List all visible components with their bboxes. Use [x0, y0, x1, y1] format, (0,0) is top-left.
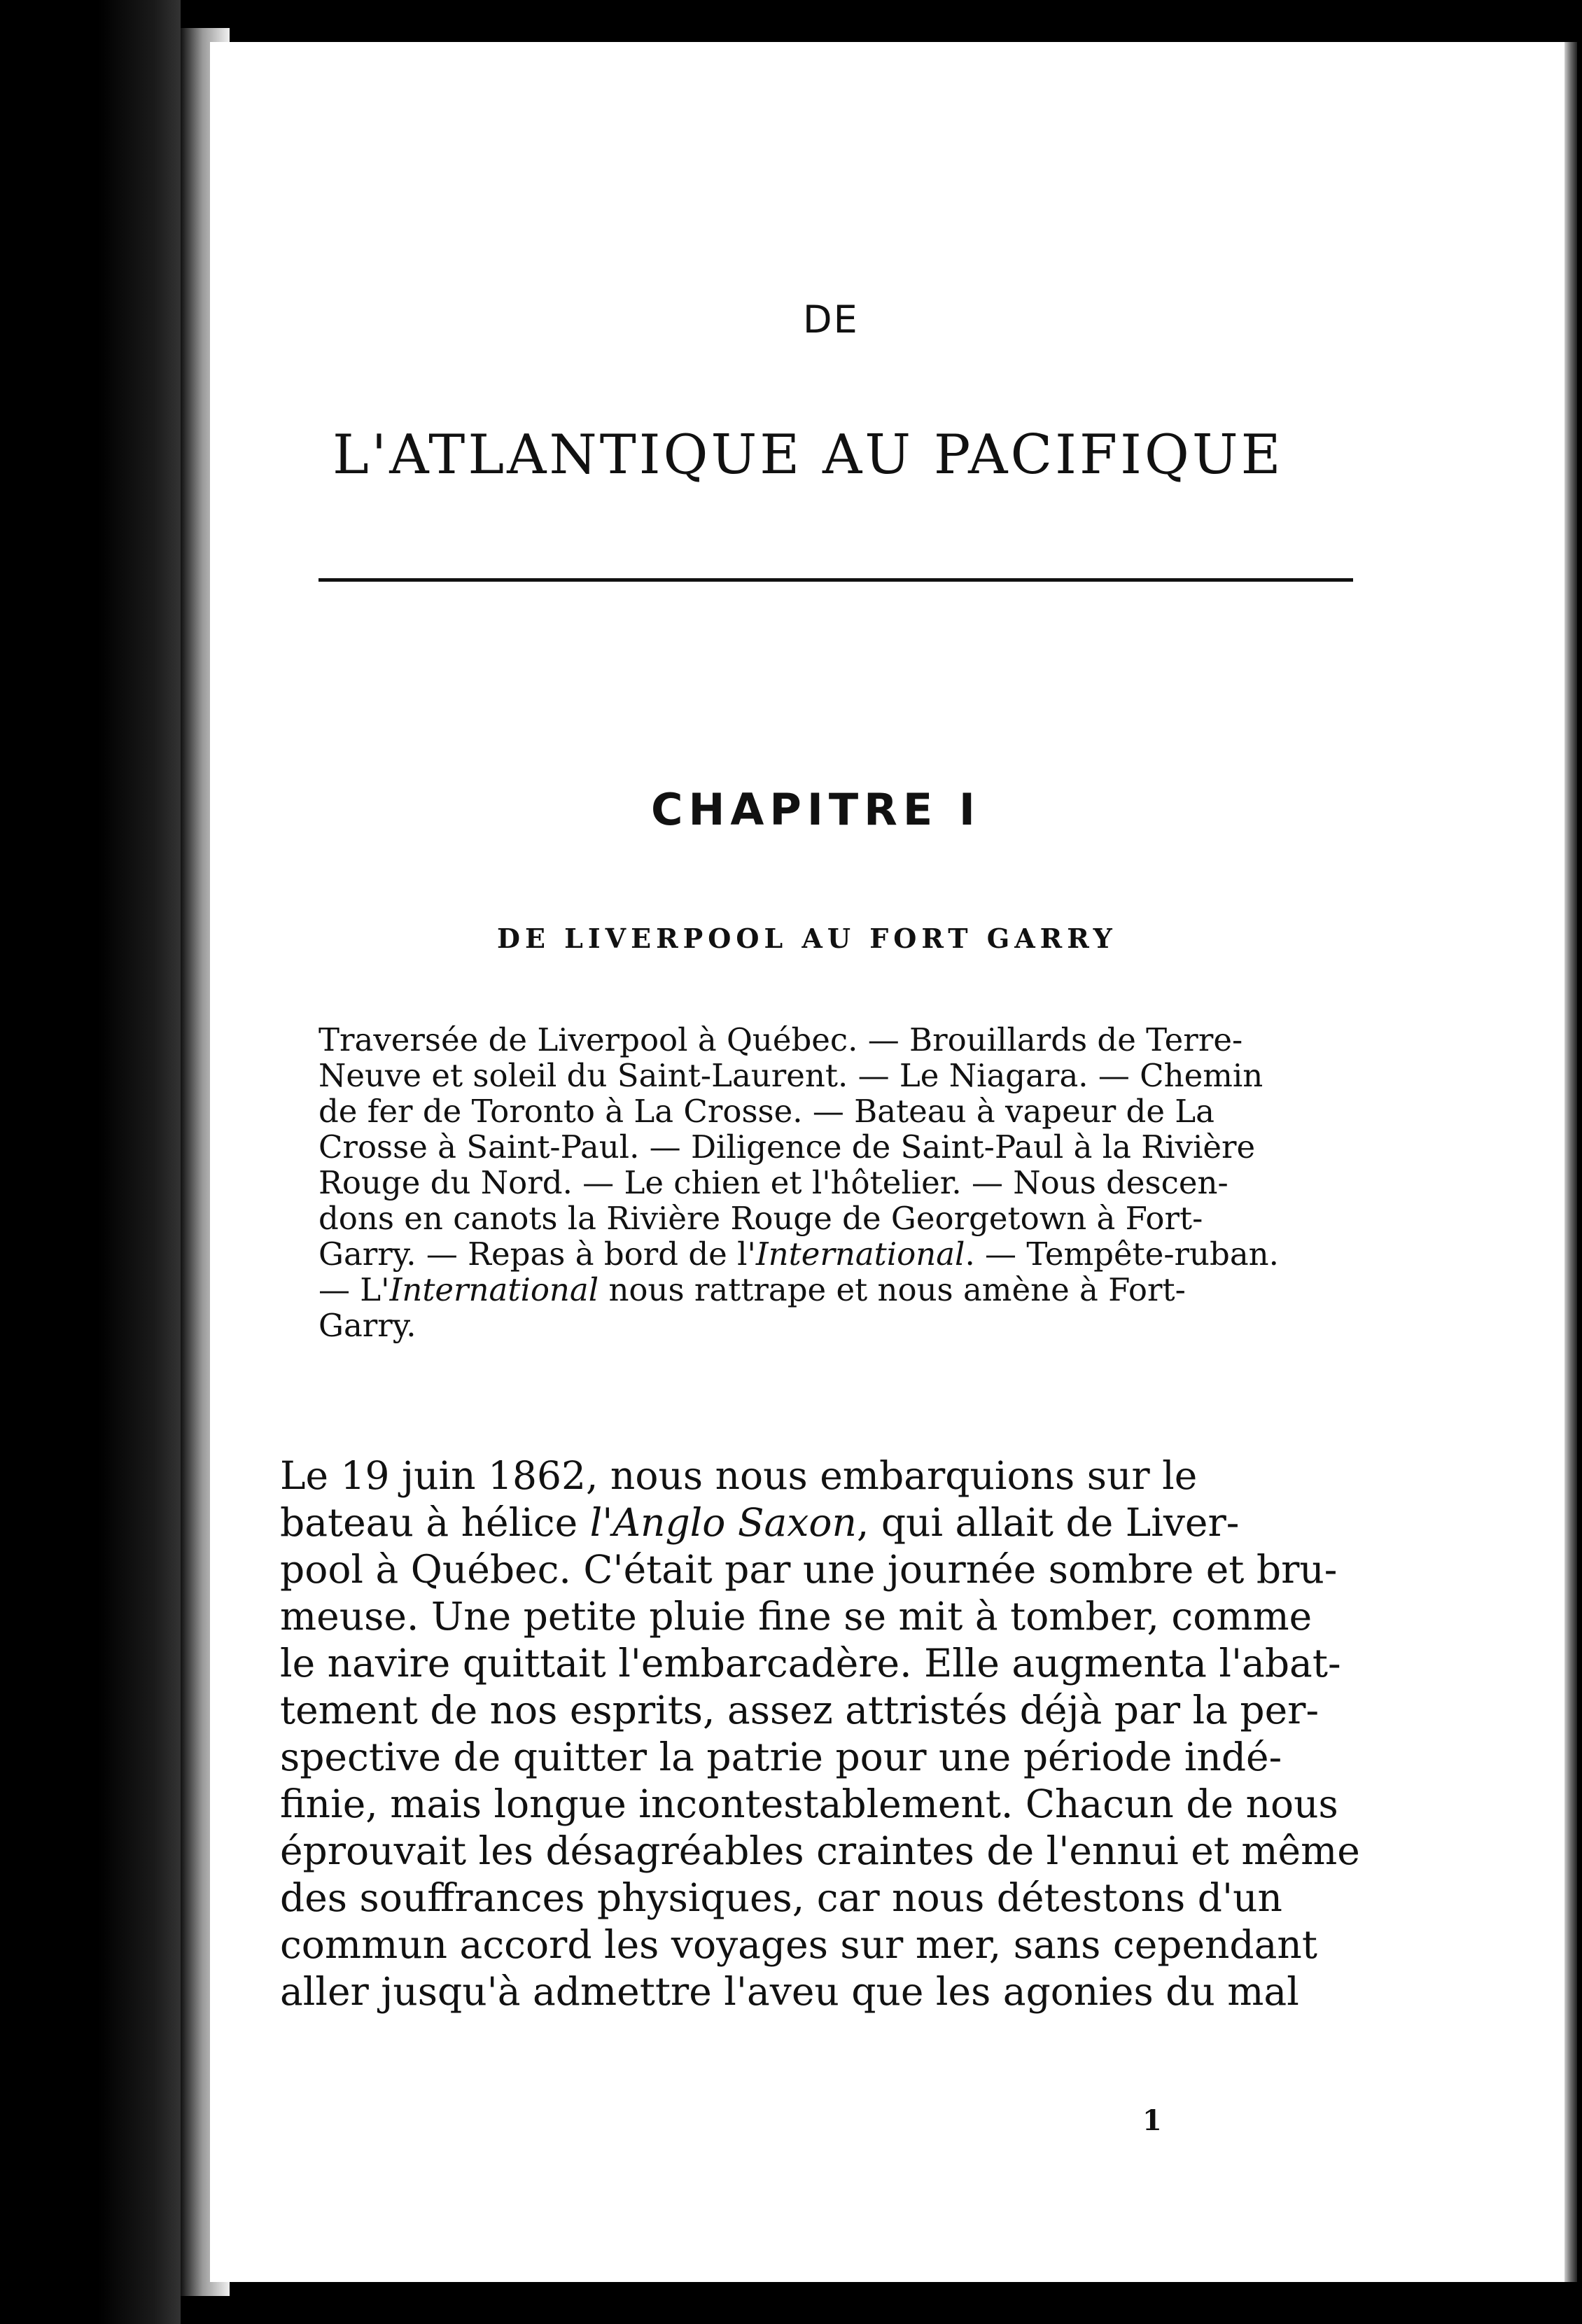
- body-line: [280, 1499, 1330, 1546]
- chapter-subtitle: DE LIVERPOOL AU FORT GARRY: [497, 923, 1117, 954]
- summary-line: Rouge du Nord. — Le chien et l'hôtelier. — Nous descen-: [318, 1164, 1228, 1201]
- body-line: tement de nos esprits, assez attristés déjà par la per-: [280, 1688, 1320, 1732]
- summary-line: Neuve et soleil du Saint-Laurent. — Le Niagara. — Chemin: [318, 1057, 1264, 1094]
- body-line: le navire quittait l'embarcadère. Elle augmenta l'abat-: [280, 1641, 1341, 1686]
- body-line: finie, mais longue incontestablement. Chacun de nous: [280, 1782, 1338, 1826]
- body-line: Le 19 juin 1862, nous nous embarquions sur le: [280, 1453, 1198, 1498]
- body-line: aller jusqu'à admettre l'aveu que les agonies du mal: [280, 1969, 1299, 2014]
- book-title: L'ATLANTIQUE AU PACIFIQUE: [332, 424, 1284, 486]
- summary-text: nous rattrape et nous amène à Fort-: [598, 1271, 1186, 1308]
- summary-line: Garry.: [318, 1307, 416, 1344]
- body-line: pool à Québec. C'était par une journée sombre et bru-: [280, 1547, 1338, 1592]
- body-line: meuse. Une petite pluie fine se mit à tomber, comme: [280, 1594, 1312, 1639]
- body-text: bateau à hélice: [280, 1500, 590, 1545]
- summary-line: [318, 1236, 1330, 1272]
- summary-text: — L': [318, 1271, 390, 1308]
- body-text: , qui allait de Liver-: [856, 1500, 1240, 1545]
- summary-line: de fer de Toronto à La Crosse. — Bateau à vapeur de La: [318, 1093, 1214, 1130]
- summary-line: Traversée de Liverpool à Québec. — Brouillards de Terre-: [318, 1021, 1243, 1058]
- ship-name: l'Anglo Saxon: [589, 1500, 857, 1545]
- facing-page-edge: [0, 0, 181, 2324]
- chapter-summary: [318, 1022, 1330, 1343]
- pre-title: DE: [803, 298, 859, 342]
- ship-name: International: [755, 1236, 965, 1273]
- page-edge-shadow: [1564, 42, 1577, 2282]
- body-line: des souffrances physiques, car nous détestons d'un: [280, 1875, 1282, 1920]
- summary-line: dons en canots la Rivière Rouge de Georgetown à Fort-: [318, 1200, 1203, 1237]
- body-line: spective de quitter la patrie pour une période indé-: [280, 1735, 1282, 1779]
- summary-text: Garry. — Repas à bord de l': [318, 1236, 756, 1273]
- summary-text: . — Tempête-ruban.: [965, 1236, 1279, 1273]
- body-paragraph: [280, 1452, 1360, 2015]
- chapter-heading: CHAPITRE I: [651, 784, 981, 835]
- summary-line: Crosse à Saint-Paul. — Diligence de Saint-Paul à la Rivière: [318, 1128, 1256, 1166]
- page-number: 1: [1142, 2104, 1162, 2137]
- title-rule: [318, 578, 1353, 582]
- ship-name: International: [389, 1271, 599, 1308]
- body-line: commun accord les voyages sur mer, sans cependant: [280, 1922, 1317, 1967]
- body-line: éprouvait les désagréables craintes de l'ennui et même: [280, 1828, 1360, 1873]
- summary-line: [318, 1272, 1330, 1308]
